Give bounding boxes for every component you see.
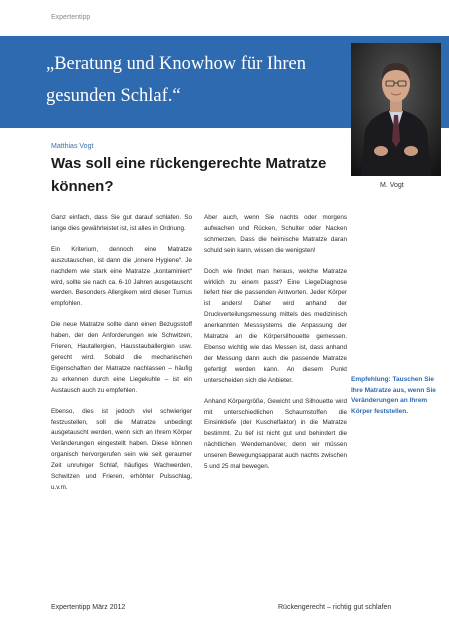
article-title-line-1: Was soll eine rückengerechte Matratze — [51, 155, 327, 172]
article-column-2 — [204, 213, 347, 483]
footer-tagline: Rückengerecht – richtig gut schlafen — [278, 604, 392, 611]
paragraph: Ganz einfach, dass Sie gut darauf schlafen. So lange dies gewährleistet ist, ist alles in Ordnung. — [51, 214, 192, 232]
recommendation-text: Tauschen Sie Ihre Matratze aus, wenn Sie Veränderungen an Ihrem Körper feststellen. — [351, 376, 436, 415]
author-photo — [351, 43, 441, 176]
paragraph: Doch wie findet man heraus, welche Matratze wirklich zu einem passt? Eine LiegeDiagnose liefert hier die passenden Antworten. Jeder Körper ist anders! Daher wird anhand der Druckverteilungsmessung mittels des medizinisch anerkannten Messsystems die Anpassung der Matratze an die Körpersilhouette gemessen. Ebenso wichtig wie das Messen ist, dass anhand der Messung dann auch die passende Matratze gefertigt werden kann. An diesem Punkt unterscheiden sich die Anbieter. — [204, 267, 347, 384]
paragraph: Die neue Matratze sollte dann einen Bezugsstoff haben, der den Anforderungen wie Schwitzen, Frieren, Hautallergien, Hausstauballergien usw. gerecht wird. Sobald die mechanischen Eigenschaften der Matratze nachlassen – häufig zu erkennen durch eine Liegekuhle – ist ein Austausch auch zu empfehlen. — [51, 321, 192, 394]
section-label: Expertentipp — [51, 14, 91, 21]
recommendation-label: Empfehlung: — [351, 376, 391, 383]
article-title-line-2: können? — [51, 178, 114, 195]
banner-quote — [46, 48, 346, 112]
author-name: Matthias Vogt — [51, 143, 94, 150]
article-title — [51, 152, 331, 198]
article-column-1 — [51, 213, 192, 504]
paragraph: Ein Kriterium, dennoch eine Matratze auszutauschen, ist dann die „innere Hygiene“. Je nachdem wie stark eine Matratze „kontaminiert“ wird, sollte sie nach ca. 6-10 Jahren ausgetauscht werden. Besonders Allergikern wird dieser Turnus empfohlen. — [51, 245, 192, 308]
photo-caption: M. Vogt — [380, 182, 404, 189]
portrait-illustration — [351, 43, 441, 176]
paragraph: Ebenso, dies ist jedoch viel schwieriger festzustellen, soll die Matratze unbedingt ausgetauscht werden, wenn sich an Ihrem Körper Veränderungen eingestellt haben. Diese können organisch hervorgerufen sein wie seit geraumer Zeit unruhiger Schlaf, häufiges Wachwerden, Schwitzen und Frieren, erhöhter Pulsschlag, u.v.m. — [51, 407, 192, 491]
paragraph: Anhand Körpergröße, Gewicht und Silhouette wird mit unterschiedlichen Schaumstoffen die Einsinktiefe (der Kuschelfaktor) in die Matratze bestimmt. Zu tief ist nicht gut und behindert die nächtlichen Wendemanöver, denn wir müssen unseren Bewegungsapparat auch nachts zwischen 5 und 25 mal bewegen. — [204, 397, 347, 471]
footer-issue: Expertentipp März 2012 — [51, 604, 126, 611]
banner-quote-line-2: gesunden Schlaf.“ — [46, 86, 181, 106]
recommendation-box — [351, 375, 439, 417]
paragraph: Aber auch, wenn Sie nachts oder morgens aufwachen und Rücken, Schulter oder Nacken schmerzen. Dass die heimische Matratze daran schuld sein kann, wissen die wenigsten! — [204, 214, 347, 254]
banner-quote-line-1: „Beratung und Knowhow für Ihren — [46, 54, 306, 74]
